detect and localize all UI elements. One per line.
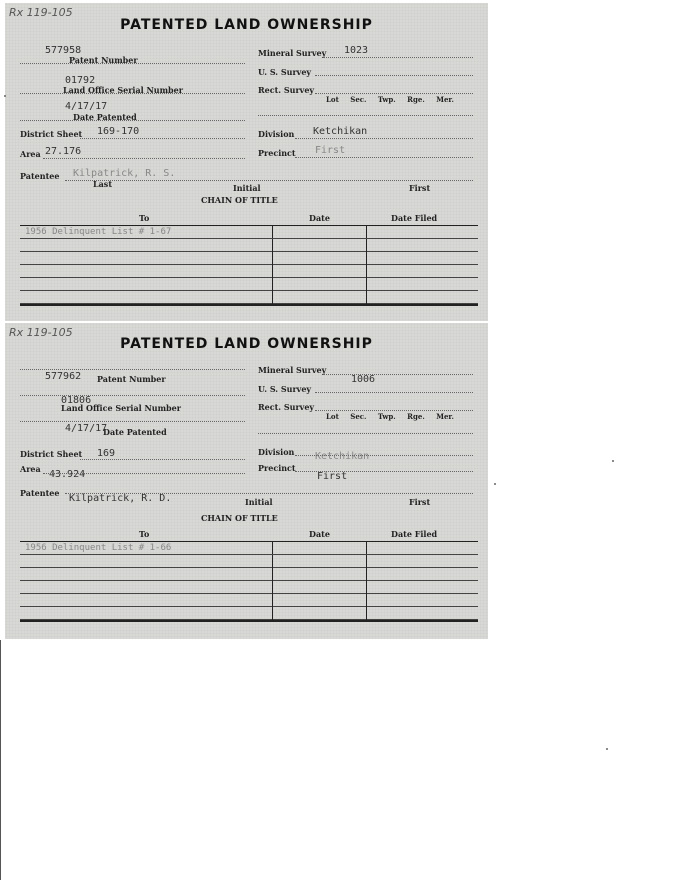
rect-col-lot: Lot [326,412,339,421]
rect-col-rge: Rge. [407,412,425,421]
patentee-label: Patentee [20,171,60,181]
initial-label: Initial [233,183,261,193]
field-line [20,395,245,396]
area-label: Area [20,149,41,159]
chain-entry: 1956 Delinquent List # 1-67 [25,227,172,237]
chain-title-label: CHAIN OF TITLE [201,513,278,523]
rect-col-rge: Rge. [407,95,425,104]
scan-speck [606,748,608,750]
rect-col-sec: Sec. [350,412,367,421]
card-title: PATENTED LAND OWNERSHIP [120,336,373,352]
district-sheet-value: 169-170 [97,126,140,137]
scan-speck [4,95,6,97]
district-sheet-value: 169 [97,448,116,459]
table-row [20,239,478,252]
table-row [20,278,478,291]
field-line [295,471,473,472]
us-survey-value: 1006 [351,374,376,385]
field-line [258,115,473,116]
field-line [43,158,245,159]
rect-col-twp: Twp. [377,412,396,421]
precinct-label: Precinct [258,148,296,158]
table-row [20,581,478,594]
scan-edge-line [0,640,1,880]
us-survey-label: U. S. Survey [258,67,312,77]
table-row [20,568,478,581]
rect-col-mer: Mer. [436,412,454,421]
date-patented-label: Date Patented [73,112,137,122]
scan-speck [612,460,614,462]
field-line [80,459,245,460]
mineral-survey-label: Mineral Survey [258,365,327,375]
rect-col-sec: Sec. [350,95,367,104]
serial-value: 01806 [61,395,92,406]
serial-label: Land Office Serial Number [63,85,183,95]
card-title: PATENTED LAND OWNERSHIP [120,17,373,33]
table-row [20,291,478,304]
field-line [20,369,245,370]
ownership-card-1 [5,3,488,321]
patentee-label: Patentee [20,488,60,498]
date-patented-label: Date Patented [103,427,167,437]
table-row [20,607,478,620]
division-value: Ketchikan [315,451,370,462]
field-line [315,93,473,94]
field-line [258,433,473,434]
col-date-label: Date [309,213,330,223]
scan-speck [494,483,496,485]
field-line [20,421,245,422]
field-line [65,493,473,494]
mineral-survey-value: 1023 [344,45,369,56]
rect-survey-columns [326,95,463,104]
patentee-value: Kilpatrick, R. D. [69,493,172,504]
field-line [80,138,245,139]
initial-label: Initial [245,497,273,507]
col-to-label: To [139,213,150,223]
date-patented-value: 4/17/17 [65,101,108,112]
area-value: 43.924 [49,469,86,480]
serial-value: 01792 [65,75,96,86]
rect-survey-label: Rect. Survey [258,85,315,95]
precinct-value: First [317,471,348,482]
rect-col-lot: Lot [326,95,339,104]
card-note: Rx 119-105 [9,326,73,339]
district-sheet-label: District Sheet [20,129,83,139]
table-row [20,555,478,568]
table-row [20,252,478,265]
field-line [323,374,473,375]
chain-of-title-table [20,225,478,306]
rect-survey-columns [326,412,463,421]
patent-number-label: Patent Number [97,374,166,384]
field-line [295,157,473,158]
table-row [20,226,478,239]
patent-number-value: 577962 [45,371,82,382]
field-line [323,57,473,58]
field-line [295,138,473,139]
field-line [43,473,245,474]
precinct-value: First [315,145,346,156]
card-note: Rx 119-105 [9,6,73,19]
first-label: First [409,497,431,507]
patentee-value: Kilpatrick, R. S. [73,168,176,179]
table-row [20,594,478,607]
col-to-label: To [139,529,150,539]
col-filed-label: Date Filed [391,529,438,539]
area-value: 27.176 [45,146,82,157]
chain-of-title-table [20,541,478,622]
col-filed-label: Date Filed [391,213,438,223]
us-survey-label: U. S. Survey [258,384,312,394]
col-date-label: Date [309,529,330,539]
precinct-label: Precinct [258,463,296,473]
rect-col-mer: Mer. [436,95,454,104]
field-line [65,180,473,181]
field-line [295,455,473,456]
area-label: Area [20,464,41,474]
date-patented-value: 4/17/17 [65,423,108,434]
table-row [20,265,478,278]
division-label: Division [258,129,295,139]
division-value: Ketchikan [313,126,368,137]
field-line [315,410,473,411]
patent-number-value: 577958 [45,45,82,56]
table-row [20,542,478,555]
rect-survey-label: Rect. Survey [258,402,315,412]
rect-col-twp: Twp. [377,95,396,104]
ownership-card-2 [5,323,488,639]
first-label: First [409,183,431,193]
mineral-survey-label: Mineral Survey [258,48,327,58]
serial-label: Land Office Serial Number [61,403,181,413]
field-line [315,75,473,76]
field-line [315,392,473,393]
district-sheet-label: District Sheet [20,449,83,459]
last-label: Last [93,179,113,189]
chain-title-label: CHAIN OF TITLE [201,195,278,205]
patent-number-label: Patent Number [69,55,138,65]
chain-entry: 1956 Delinquent List # 1-66 [25,543,172,553]
division-label: Division [258,447,295,457]
